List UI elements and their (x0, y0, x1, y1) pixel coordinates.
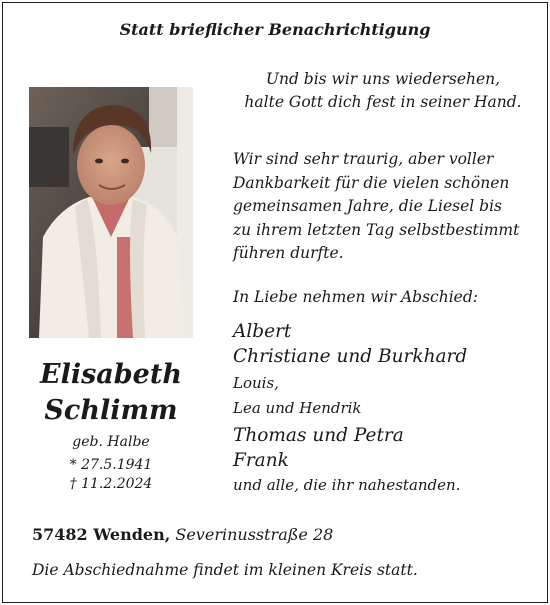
address-city: 57482 Wenden, (32, 525, 171, 544)
intro-line: Dankbarkeit für die vielen schönen (233, 173, 510, 192)
intro-line: führen durfte. (233, 244, 344, 262)
notice-header: Statt brieflicher Benachrichtigung (119, 20, 431, 39)
address (32, 525, 333, 544)
deceased-last-name: Schlimm (44, 395, 178, 426)
quote-line: Und bis wir uns wiedersehen, (265, 70, 501, 88)
death-date: † 11.2.2024 (69, 476, 153, 492)
mourner-name: Frank (233, 450, 289, 471)
address-street: Severinusstraße 28 (175, 525, 334, 544)
farewell-line: In Liebe nehmen wir Abschied: (233, 288, 478, 306)
mourner-name: Lea und Hendrik (233, 399, 362, 417)
footer-note: Die Abschiednahme findet im kleinen Kreis statt. (32, 561, 418, 579)
intro-line: Wir sind sehr traurig, aber voller (233, 150, 494, 168)
portrait-photo (29, 87, 193, 338)
deceased-first-name: Elisabeth (40, 359, 182, 390)
intro-line: zu ihrem letzten Tag selbstbestimmt (233, 220, 520, 239)
birth-date: * 27.5.1941 (69, 457, 153, 473)
intro-line: gemeinsamen Jahre, die Liesel bis (233, 197, 503, 215)
mourner-name: Louis, (233, 374, 279, 392)
quote-block (228, 68, 538, 114)
maiden-name: geb. Halbe (72, 434, 150, 450)
mourner-name: Thomas und Petra (233, 425, 404, 446)
mourner-name: Christiane und Burkhard (233, 346, 468, 367)
quote-line: halte Gott dich fest in seiner Hand. (244, 93, 522, 111)
mourner-name: Albert (233, 321, 292, 342)
intro-text (233, 148, 519, 266)
mourner-closing: und alle, die ihr nahestanden. (233, 476, 461, 494)
